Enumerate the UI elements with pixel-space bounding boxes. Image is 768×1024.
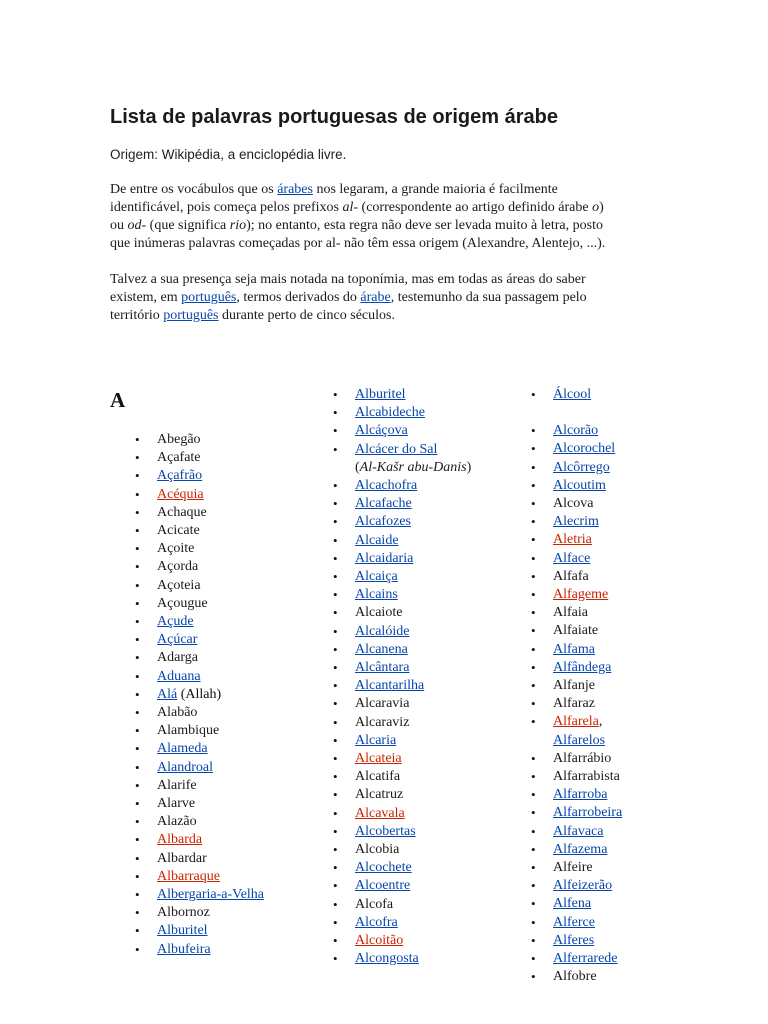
list-item bbox=[553, 440, 683, 458]
word-link[interactable]: Alcochete bbox=[355, 860, 412, 876]
text-segment: identificável, pois começa pelos prefixos bbox=[110, 200, 343, 215]
word-text: Alcofa bbox=[355, 896, 394, 912]
list-item bbox=[553, 604, 683, 622]
word-text: Alfeire bbox=[553, 860, 593, 876]
word-text: Alcatifa bbox=[355, 769, 401, 785]
list-item bbox=[553, 495, 683, 513]
word-text: Alfaiate bbox=[553, 623, 599, 639]
inline-link[interactable]: árabe bbox=[360, 290, 391, 305]
list-item bbox=[157, 831, 287, 849]
word-text: Abegão bbox=[157, 432, 201, 447]
list-item bbox=[355, 732, 485, 750]
list-item bbox=[355, 404, 485, 422]
word-link[interactable]: Alburitel bbox=[157, 923, 208, 939]
word-link[interactable]: Albarraque bbox=[157, 868, 220, 884]
word-link[interactable]: Alá bbox=[157, 686, 178, 702]
text-line bbox=[110, 199, 670, 217]
list-item bbox=[553, 622, 683, 640]
list-item bbox=[355, 641, 485, 659]
inline-link[interactable]: português bbox=[163, 308, 219, 323]
word-link[interactable]: Alcoitão bbox=[355, 933, 404, 949]
word-text: Adarga bbox=[157, 650, 198, 666]
list-item bbox=[157, 795, 287, 813]
word-text: Alcaraviz bbox=[355, 714, 410, 730]
text-segment: existem, em bbox=[110, 290, 182, 305]
italic-term: od- bbox=[127, 218, 147, 233]
list-item bbox=[553, 641, 683, 659]
list-item bbox=[157, 486, 287, 504]
word-text: Alfaia bbox=[553, 605, 588, 621]
list-item bbox=[355, 568, 485, 586]
word-link[interactable]: Aduana bbox=[157, 668, 201, 684]
word-link[interactable]: Alfarelos bbox=[553, 732, 606, 748]
list-item bbox=[553, 550, 683, 568]
text-line bbox=[110, 271, 670, 289]
word-text: Açafate bbox=[157, 450, 201, 466]
list-item bbox=[157, 722, 287, 740]
source-line: Origem: Wikipédia, a enciclopédia livre. bbox=[110, 147, 347, 162]
word-link[interactable]: Alcorochel bbox=[553, 441, 616, 457]
text-line bbox=[110, 181, 670, 199]
list-item bbox=[355, 768, 485, 786]
word-link[interactable]: Alcácer do Sal bbox=[355, 441, 438, 457]
word-link[interactable]: Alfarela bbox=[553, 714, 599, 730]
word-link[interactable]: Alcachofra bbox=[355, 478, 418, 494]
list-item bbox=[553, 914, 683, 932]
word-link[interactable]: Álcool bbox=[553, 387, 592, 402]
word-text: Acicate bbox=[157, 523, 200, 539]
list-item bbox=[157, 613, 287, 631]
word-text: Alarve bbox=[157, 796, 196, 812]
word-link[interactable]: Alfarrobeira bbox=[553, 805, 623, 821]
text-line bbox=[110, 289, 670, 307]
word-link[interactable]: Aletria bbox=[553, 532, 592, 548]
text-segment: (correspondente ao artigo definido árabe bbox=[358, 200, 593, 215]
text-segment: durante perto de cinco séculos. bbox=[218, 308, 395, 323]
list-item bbox=[157, 813, 287, 831]
word-text: Alfafa bbox=[553, 568, 589, 584]
word-suffix: (Allah) bbox=[177, 686, 222, 702]
list-item bbox=[355, 513, 485, 531]
italic-term: rio bbox=[229, 218, 247, 233]
list-item bbox=[553, 713, 683, 749]
list-item bbox=[157, 577, 287, 595]
word-link[interactable]: Alcofra bbox=[355, 914, 398, 930]
list-item bbox=[553, 750, 683, 768]
list-item bbox=[157, 850, 287, 868]
section-letter-heading: A bbox=[110, 388, 126, 412]
word-link[interactable]: Açude bbox=[157, 614, 194, 630]
list-item bbox=[157, 704, 287, 722]
word-link[interactable]: Alameda bbox=[157, 741, 208, 757]
word-link[interactable]: Açúcar bbox=[157, 632, 198, 648]
list-item bbox=[157, 431, 287, 449]
word-text: Alazão bbox=[157, 814, 197, 830]
word-link[interactable]: Alcalóide bbox=[355, 623, 410, 639]
list-item bbox=[355, 786, 485, 804]
list-item bbox=[355, 714, 485, 732]
word-text: Alabão bbox=[157, 705, 198, 721]
word-link[interactable]: Alcanena bbox=[355, 641, 408, 657]
separator: , bbox=[598, 714, 603, 730]
word-link[interactable]: Alfarroba bbox=[553, 787, 608, 803]
list-item bbox=[157, 540, 287, 558]
text-segment: ) bbox=[599, 200, 604, 215]
list-item bbox=[157, 504, 287, 522]
list-item bbox=[553, 950, 683, 968]
list-item bbox=[553, 841, 683, 859]
list-item bbox=[553, 531, 683, 549]
list-item bbox=[553, 568, 683, 586]
word-link[interactable]: Alfageme bbox=[553, 587, 609, 603]
list-item bbox=[553, 968, 683, 986]
word-text: Alfarrabista bbox=[553, 769, 620, 785]
word-link[interactable]: Alecrim bbox=[553, 514, 599, 530]
word-text: Albornoz bbox=[157, 905, 210, 921]
text-segment: De entre os vocábulos que os bbox=[110, 182, 278, 197]
word-link[interactable]: Alferrarede bbox=[553, 951, 618, 967]
list-item bbox=[553, 659, 683, 677]
word-text: Alfaraz bbox=[553, 696, 595, 712]
word-text: Alfarrábio bbox=[553, 750, 612, 766]
word-link[interactable]: Alcabideche bbox=[355, 405, 425, 421]
italic-term: o bbox=[592, 200, 600, 215]
list-item bbox=[553, 477, 683, 495]
word-link[interactable]: Alferes bbox=[553, 932, 595, 948]
word-link[interactable]: Alcorão bbox=[553, 423, 599, 439]
text-segment: ); no entanto, esta regra não deve ser levada muito à letra, posto bbox=[246, 218, 603, 233]
word-text: Açoite bbox=[157, 541, 195, 557]
text-segment: Talvez a sua presença seja mais notada na toponímia, mas em todas as áreas do saber bbox=[110, 272, 586, 287]
word-link[interactable]: Acéquia bbox=[157, 486, 204, 502]
text-segment: ou bbox=[110, 218, 128, 233]
word-link[interactable]: Alandroal bbox=[157, 759, 213, 775]
word-list-column-1 bbox=[157, 431, 287, 959]
word-link[interactable]: Alcantarilha bbox=[355, 678, 425, 694]
word-link[interactable]: Alcateia bbox=[355, 751, 402, 767]
word-link[interactable]: Alferce bbox=[553, 914, 595, 930]
word-link[interactable]: Alcáçova bbox=[355, 423, 408, 439]
list-item bbox=[553, 932, 683, 950]
word-link[interactable]: Alcoentre bbox=[355, 878, 411, 894]
text-segment: , testemunho da sua passagem pelo bbox=[390, 290, 587, 305]
word-link[interactable]: Alfena bbox=[553, 896, 592, 912]
list-item bbox=[355, 477, 485, 495]
list-item bbox=[355, 604, 485, 622]
list-item bbox=[355, 659, 485, 677]
list-item bbox=[553, 422, 683, 440]
list-item bbox=[157, 941, 287, 959]
word-link[interactable]: Alcântara bbox=[355, 660, 410, 676]
list-item bbox=[553, 895, 683, 913]
list-item bbox=[157, 595, 287, 613]
word-text: Alfobre bbox=[553, 969, 597, 985]
word-link[interactable]: Alfazema bbox=[553, 841, 608, 857]
word-link[interactable]: Alcoutim bbox=[553, 477, 606, 493]
list-item bbox=[553, 804, 683, 822]
word-link[interactable]: Alcains bbox=[355, 587, 398, 603]
list-item bbox=[157, 777, 287, 795]
list-item bbox=[355, 950, 485, 968]
word-text: Alambique bbox=[157, 723, 220, 739]
list-item bbox=[553, 859, 683, 877]
list-item bbox=[157, 522, 287, 540]
word-link[interactable]: Alfavaca bbox=[553, 823, 604, 839]
list-item bbox=[355, 532, 485, 550]
word-link[interactable]: Alfeizerão bbox=[553, 878, 613, 894]
list-item bbox=[157, 649, 287, 667]
list-item bbox=[355, 805, 485, 823]
word-link[interactable]: Alcobertas bbox=[355, 823, 416, 839]
list-item bbox=[355, 695, 485, 713]
word-link[interactable]: Alcafache bbox=[355, 496, 412, 512]
word-link[interactable]: Alcaiça bbox=[355, 569, 398, 585]
word-link[interactable]: Alcôrrego bbox=[553, 459, 610, 475]
list-item bbox=[553, 459, 683, 477]
word-text: Alcova bbox=[553, 496, 594, 512]
list-item bbox=[157, 759, 287, 777]
list-item bbox=[355, 386, 485, 404]
list-item bbox=[553, 677, 683, 695]
list-item bbox=[355, 859, 485, 877]
word-text: Alcobia bbox=[355, 842, 400, 858]
list-item bbox=[553, 386, 683, 404]
word-link[interactable]: Alcafozes bbox=[355, 514, 411, 530]
list-item bbox=[355, 586, 485, 604]
list-item bbox=[157, 886, 287, 904]
list-item bbox=[355, 823, 485, 841]
list-item bbox=[355, 914, 485, 932]
word-text: Albardar bbox=[157, 850, 207, 866]
word-text: Açougue bbox=[157, 595, 208, 611]
text-line bbox=[110, 217, 670, 235]
list-item bbox=[553, 786, 683, 804]
list-item bbox=[355, 495, 485, 513]
list-item bbox=[553, 695, 683, 713]
list-item bbox=[355, 877, 485, 895]
list-item bbox=[157, 668, 287, 686]
word-text: Alfanje bbox=[553, 678, 595, 694]
word-link[interactable]: Albufeira bbox=[157, 941, 211, 957]
word-link[interactable]: Albarda bbox=[157, 832, 203, 848]
word-link[interactable]: Alcavala bbox=[355, 805, 405, 821]
list-item bbox=[157, 686, 287, 704]
page-title: Lista de palavras portuguesas de origem árabe bbox=[110, 106, 558, 128]
list-item bbox=[355, 422, 485, 440]
inline-link[interactable]: árabes bbox=[277, 182, 313, 197]
word-link[interactable]: Alfândega bbox=[553, 659, 612, 675]
text-segment: território bbox=[110, 308, 164, 323]
list-item bbox=[157, 740, 287, 758]
text-segment: que inúmeras palavras começadas por al- não têm essa origem (Alexandre, Alentejo, ...). bbox=[110, 236, 606, 251]
list-item bbox=[553, 877, 683, 895]
list-item bbox=[157, 868, 287, 886]
list-item bbox=[355, 750, 485, 768]
text-line bbox=[110, 235, 670, 253]
word-link[interactable]: Alcaidaria bbox=[355, 550, 414, 566]
word-list-column-2 bbox=[355, 386, 485, 969]
word-link[interactable]: Alcongosta bbox=[355, 951, 419, 967]
list-item bbox=[553, 823, 683, 841]
word-link[interactable]: Alcaria bbox=[355, 732, 397, 748]
word-text: Alarife bbox=[157, 777, 197, 793]
word-link[interactable]: Açafrão bbox=[157, 468, 203, 484]
word-link[interactable]: Alcaide bbox=[355, 532, 399, 548]
word-link[interactable]: Alburitel bbox=[355, 387, 406, 402]
list-item bbox=[157, 558, 287, 576]
list-item bbox=[355, 841, 485, 859]
list-item bbox=[355, 896, 485, 914]
text-segment: nos legaram, a grande maioria é facilmente bbox=[312, 182, 558, 197]
list-item bbox=[157, 904, 287, 922]
list-item bbox=[553, 586, 683, 604]
word-list-column-3 bbox=[553, 386, 683, 987]
list-item bbox=[553, 513, 683, 531]
list-item bbox=[157, 922, 287, 940]
list-item bbox=[355, 441, 485, 477]
list-item bbox=[355, 623, 485, 641]
list-item bbox=[553, 768, 683, 786]
word-text: Alcaiote bbox=[355, 605, 403, 621]
list-item bbox=[157, 449, 287, 467]
inline-link[interactable]: português bbox=[181, 290, 237, 305]
text-segment: , termos derivados do bbox=[236, 290, 361, 305]
list-item bbox=[157, 467, 287, 485]
word-link[interactable]: Alface bbox=[553, 550, 591, 566]
list-item bbox=[157, 631, 287, 649]
list-item bbox=[355, 550, 485, 568]
toponymy-paragraph bbox=[110, 271, 670, 325]
italic-term: al- bbox=[342, 200, 359, 215]
word-text: Açoteia bbox=[157, 577, 201, 593]
list-item bbox=[355, 932, 485, 950]
arabic-origin-note: (Al-Kašr abu-Danis) bbox=[355, 459, 472, 475]
word-link[interactable]: Albergaria-a-Velha bbox=[157, 887, 265, 903]
word-text: Achaque bbox=[157, 504, 207, 520]
text-line bbox=[110, 307, 670, 325]
text-segment: (que significa bbox=[146, 218, 230, 233]
word-link[interactable]: Alfama bbox=[553, 641, 595, 657]
word-text: Açorda bbox=[157, 559, 199, 575]
intro-paragraph bbox=[110, 181, 670, 253]
list-item bbox=[355, 677, 485, 695]
word-text: Alcaravia bbox=[355, 696, 410, 712]
word-text: Alcatruz bbox=[355, 787, 404, 803]
